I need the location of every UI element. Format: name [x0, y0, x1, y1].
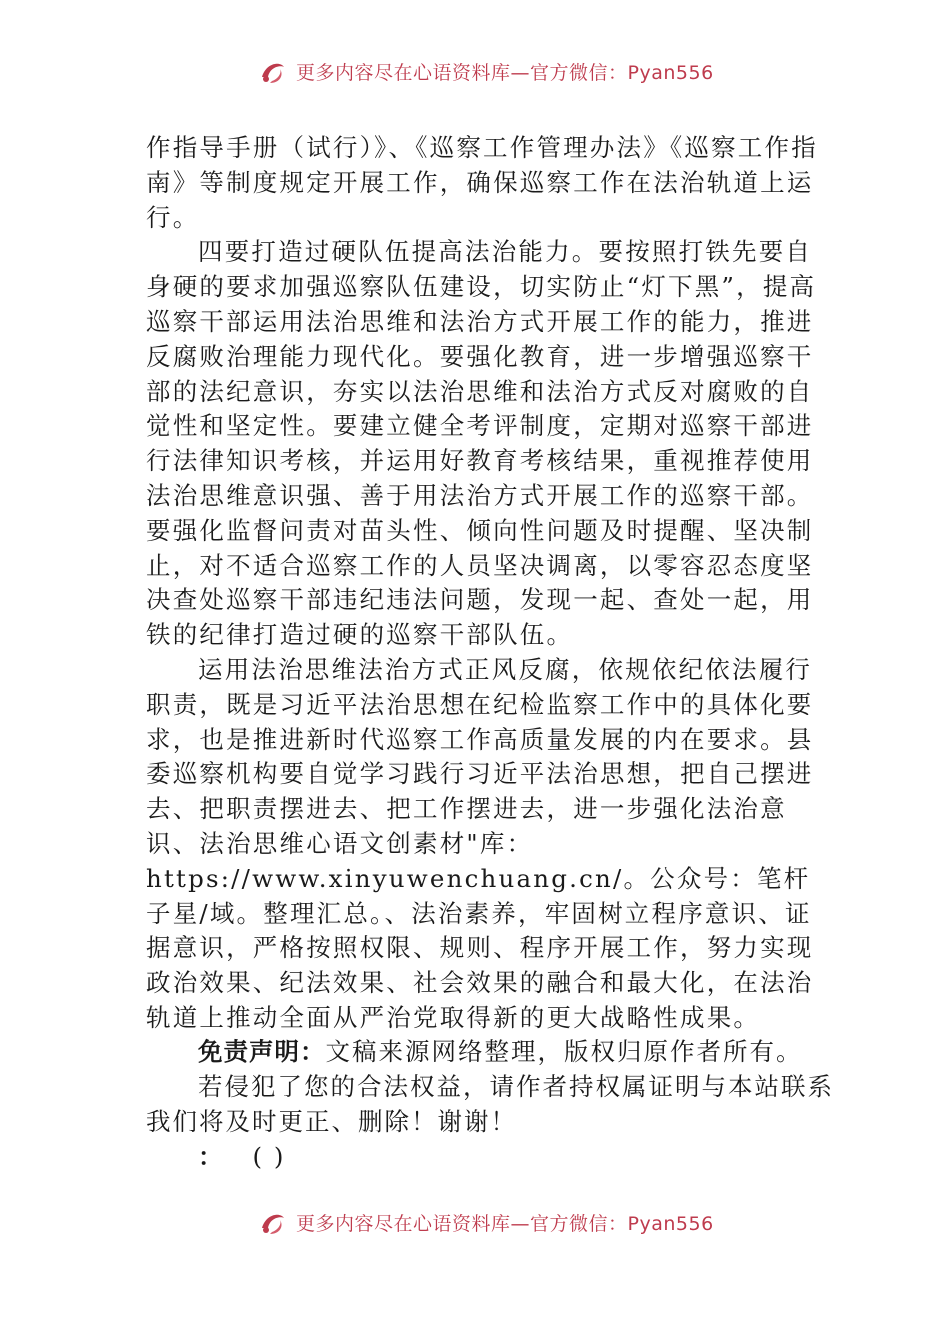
disclaimer-tail	[146, 1139, 836, 1174]
footer-banner	[258, 1207, 714, 1237]
banner-text: 更多内容尽在心语资料库—官方微信：Pyan556	[296, 1212, 714, 1235]
tail-colon: ：	[198, 1142, 225, 1171]
disclaimer-line	[146, 1034, 836, 1069]
paragraph: 作指导手册（试行）》、《巡察工作管理办法》《巡察工作指南》等制度规定开展工作，确保巡察工作在法治轨道上运行。	[146, 133, 818, 232]
disclaimer-block	[146, 1034, 836, 1174]
banner-text: 更多内容尽在心语资料库—官方微信：Pyan556	[296, 61, 714, 84]
article-body	[146, 131, 836, 1036]
disclaimer-label: 免责声明：	[198, 1037, 326, 1066]
swirl-logo-icon	[258, 1208, 288, 1236]
paragraph: 运用法治思维法治方式正风反腐，依规依纪依法履行职责，既是习近平法治思想在纪检监察工作中的具体化要求，也是推进新时代巡察工作高质量发展的内在要求。县委巡察机构要自觉学习践行习近平法治思想，把自己摆进去、把职责摆进去、把工作摆进去，进一步强化法治意识、法治思维心语文创素材"库：https://www.xinyuwenchuang.cn/。公众号：笔杆子星/域。整理汇总。、法治素养，牢固树立程序意识、证据意识，严格按照权限、规则、程序开展工作，努力实现政治效果、纪法效果、社会效果的融合和最大化，在法治轨道上推动全面从严治党取得新的更大战略性成果。	[146, 654, 814, 1032]
header-banner	[258, 56, 714, 86]
paragraph: 四要打造过硬队伍提高法治能力。要按照打铁先要自身硬的要求加强巡察队伍建设，切实防止“灯下黑”，提高巡察干部运用法治思维和法治方式开展工作的能力，推进反腐败治理能力现代化。要强化教育，进一步增强巡察干部的法纪意识，夯实以法治思维和法治方式反对腐败的自觉性和坚定性。要建立健全考评制度，定期对巡察干部进行法律知识考核，并运用好教育考核结果，重视推荐使用法治思维意识强、善于用法治方式开展工作的巡察干部。要强化监督问责对苗头性、倾向性问题及时提醒、坚决制止，对不适合巡察工作的人员坚决调离，以零容忍态度坚决查处巡察干部违纪违法问题，发现一起、查处一起，用铁的纪律打造过硬的巡察干部队伍。	[146, 237, 817, 650]
disclaimer-contact: 若侵犯了您的合法权益，请作者持权属证明与本站联系我们将及时更正、删除！谢谢！	[146, 1072, 834, 1136]
tail-parens: ( )	[252, 1142, 286, 1171]
disclaimer-text: 文稿来源网络整理，版权归原作者所有。	[325, 1037, 803, 1066]
swirl-logo-icon	[258, 57, 288, 85]
